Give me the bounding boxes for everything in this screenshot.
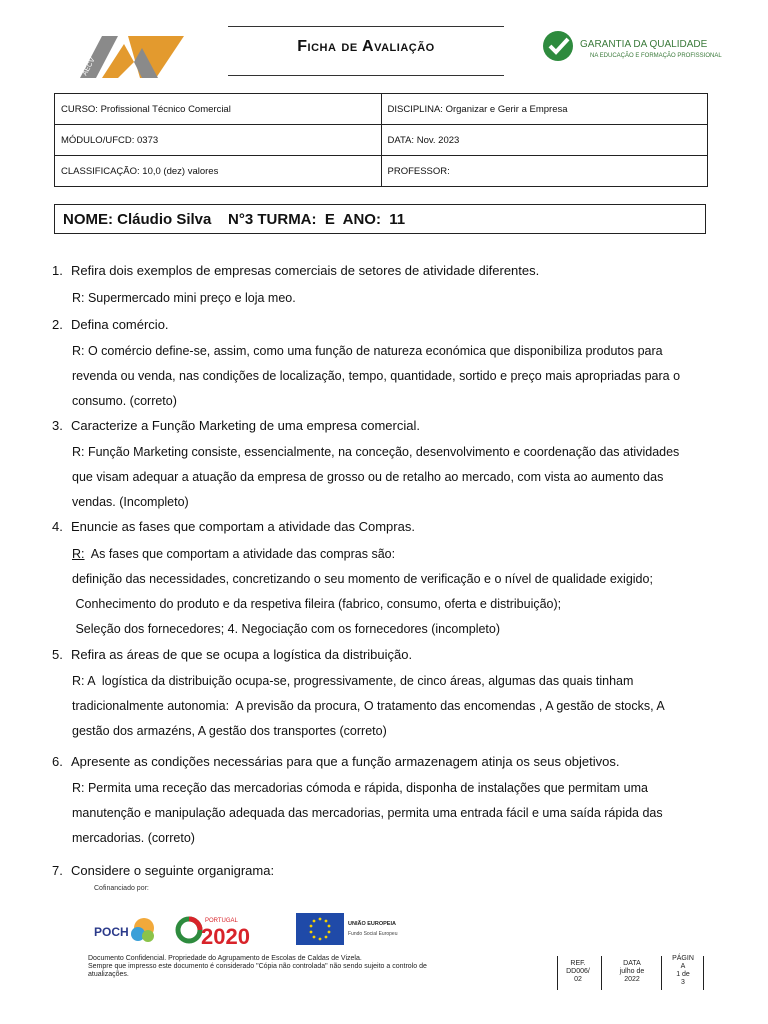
curso-cell: CURSO: Profissional Técnico Comercial: [55, 94, 382, 125]
footer-divider: [661, 956, 662, 990]
p2020-text: 2020: [201, 924, 250, 948]
aecv-logo-text: AECV: [81, 56, 97, 77]
modulo-cell: MÓDULO/UFCD: 0373: [55, 125, 382, 156]
answer-2: R: O comércio define-se, assim, como uma função de natureza económica que disponibiliza produtos para revenda ou venda, nas condições de localização, tempo, quantidade, sortido e preço mais apropriadas para o consumo. (correto): [72, 344, 681, 408]
portugal-2020-logo: [175, 912, 285, 948]
question-7: 7. Considere o seguinte organigrama:: [52, 863, 275, 878]
quality-title: GARANTIA DA QUALIDADE: [580, 39, 708, 50]
student-name-box: NOME: Cláudio Silva N°3 TURMA: E ANO: 11: [54, 204, 706, 234]
data-cell: DATA: Nov. 2023: [381, 125, 708, 156]
fse-label: Fundo Social Europeu: [348, 931, 398, 937]
professor-cell: PROFESSOR:: [381, 156, 708, 187]
date-cell: DATA julho de 2022: [619, 960, 645, 983]
title-rule-top: [228, 26, 504, 27]
answer-1: R: Supermercado mini preço e loja meo.: [72, 291, 296, 305]
quality-seal: [540, 28, 722, 68]
answer-3: R: Função Marketing consiste, essencialmente, na conceção, desenvolvimento e coordenação das atividades que visam adequar a atuação da empresa de grosso ou de retalho ao mercado, com vista ao aumento das vendas. (Incompleto): [72, 445, 680, 509]
aecv-logo: [72, 32, 190, 82]
answer-prefix: R:: [72, 547, 85, 561]
info-table: [54, 93, 708, 187]
footer-divider: [601, 956, 602, 990]
question-4: 4. Enuncie as fases que comportam a atividade das Compras.: [52, 519, 415, 534]
quality-subtitle: NA EDUCAÇÃO E FORMAÇÃO PROFISSIONAL: [590, 53, 722, 59]
classificacao-cell: CLASSIFICAÇÃO: 10,0 (dez) valores: [55, 156, 382, 187]
title-rule-bottom: [228, 75, 504, 76]
poch-text: POCH: [94, 925, 129, 939]
page-title: Ficha de Avaliação: [297, 38, 435, 55]
question-6: 6. Apresente as condições necessárias para que a função armazenagem atinja os seus objetivos.: [52, 754, 620, 769]
cofinanced-label: Cofinanciado por:: [94, 885, 149, 892]
confidential-notice: Documento Confidencial. Propriedade do Agrupamento de Escolas de Caldas de Vizela. Sempre que impresso este documento é considerado "Cópia não controlada" não sendo sujeito a controlo de atualizações.: [88, 955, 427, 978]
page-cell: PÁGIN A 1 de 3: [672, 955, 694, 986]
eu-label: UNIÃO EUROPEIA: [348, 921, 396, 927]
answer-4: R: As fases que comportam a atividade das compras são: definição das necessidades, concretizando o seu momento de verificação e o nível de qualidade exigido; Conhecimento do produto e da respetiva fileira (fabrico, consumo, oferta e distribuição); Seleção dos fornecedores; 4. Negociação com os fornecedores (incompleto): [72, 547, 653, 636]
check-icon: [542, 30, 576, 62]
footer-divider: [557, 956, 558, 990]
ref-cell: REF. DD006/ 02: [566, 960, 590, 983]
eu-flag: [296, 913, 344, 945]
question-1: 1. Refira dois exemplos de empresas comerciais de setores de atividade diferentes.: [52, 263, 540, 278]
question-5: 5. Refira as áreas de que se ocupa a logística da distribuição.: [52, 647, 413, 662]
poch-logo: [92, 912, 158, 946]
portugal-text: PORTUGAL: [205, 918, 238, 924]
disciplina-cell: DISCIPLINA: Organizar e Gerir a Empresa: [381, 94, 708, 125]
question-3: 3. Caracterize a Função Marketing de uma empresa comercial.: [52, 418, 420, 433]
answer-5: R: A logística da distribuição ocupa-se, progressivamente, de cinco áreas, algumas das quais tinham tradicionalmente autonomia: A previsão da procura, O tratamento das encomendas , A gestão de stocks, A gestão dos armazéns, A gestão dos transportes (correto): [72, 674, 665, 738]
footer-divider: [703, 956, 704, 990]
answer-6: R: Permita uma receção das mercadorias cómoda e rápida, disponha de instalações que permitam uma manutenção e manipulação adequada das mercadorias, permita uma entrada fácil e uma saída rápida das mercadorias. (correto): [72, 781, 663, 845]
question-2: 2. Defina comércio.: [52, 317, 169, 332]
